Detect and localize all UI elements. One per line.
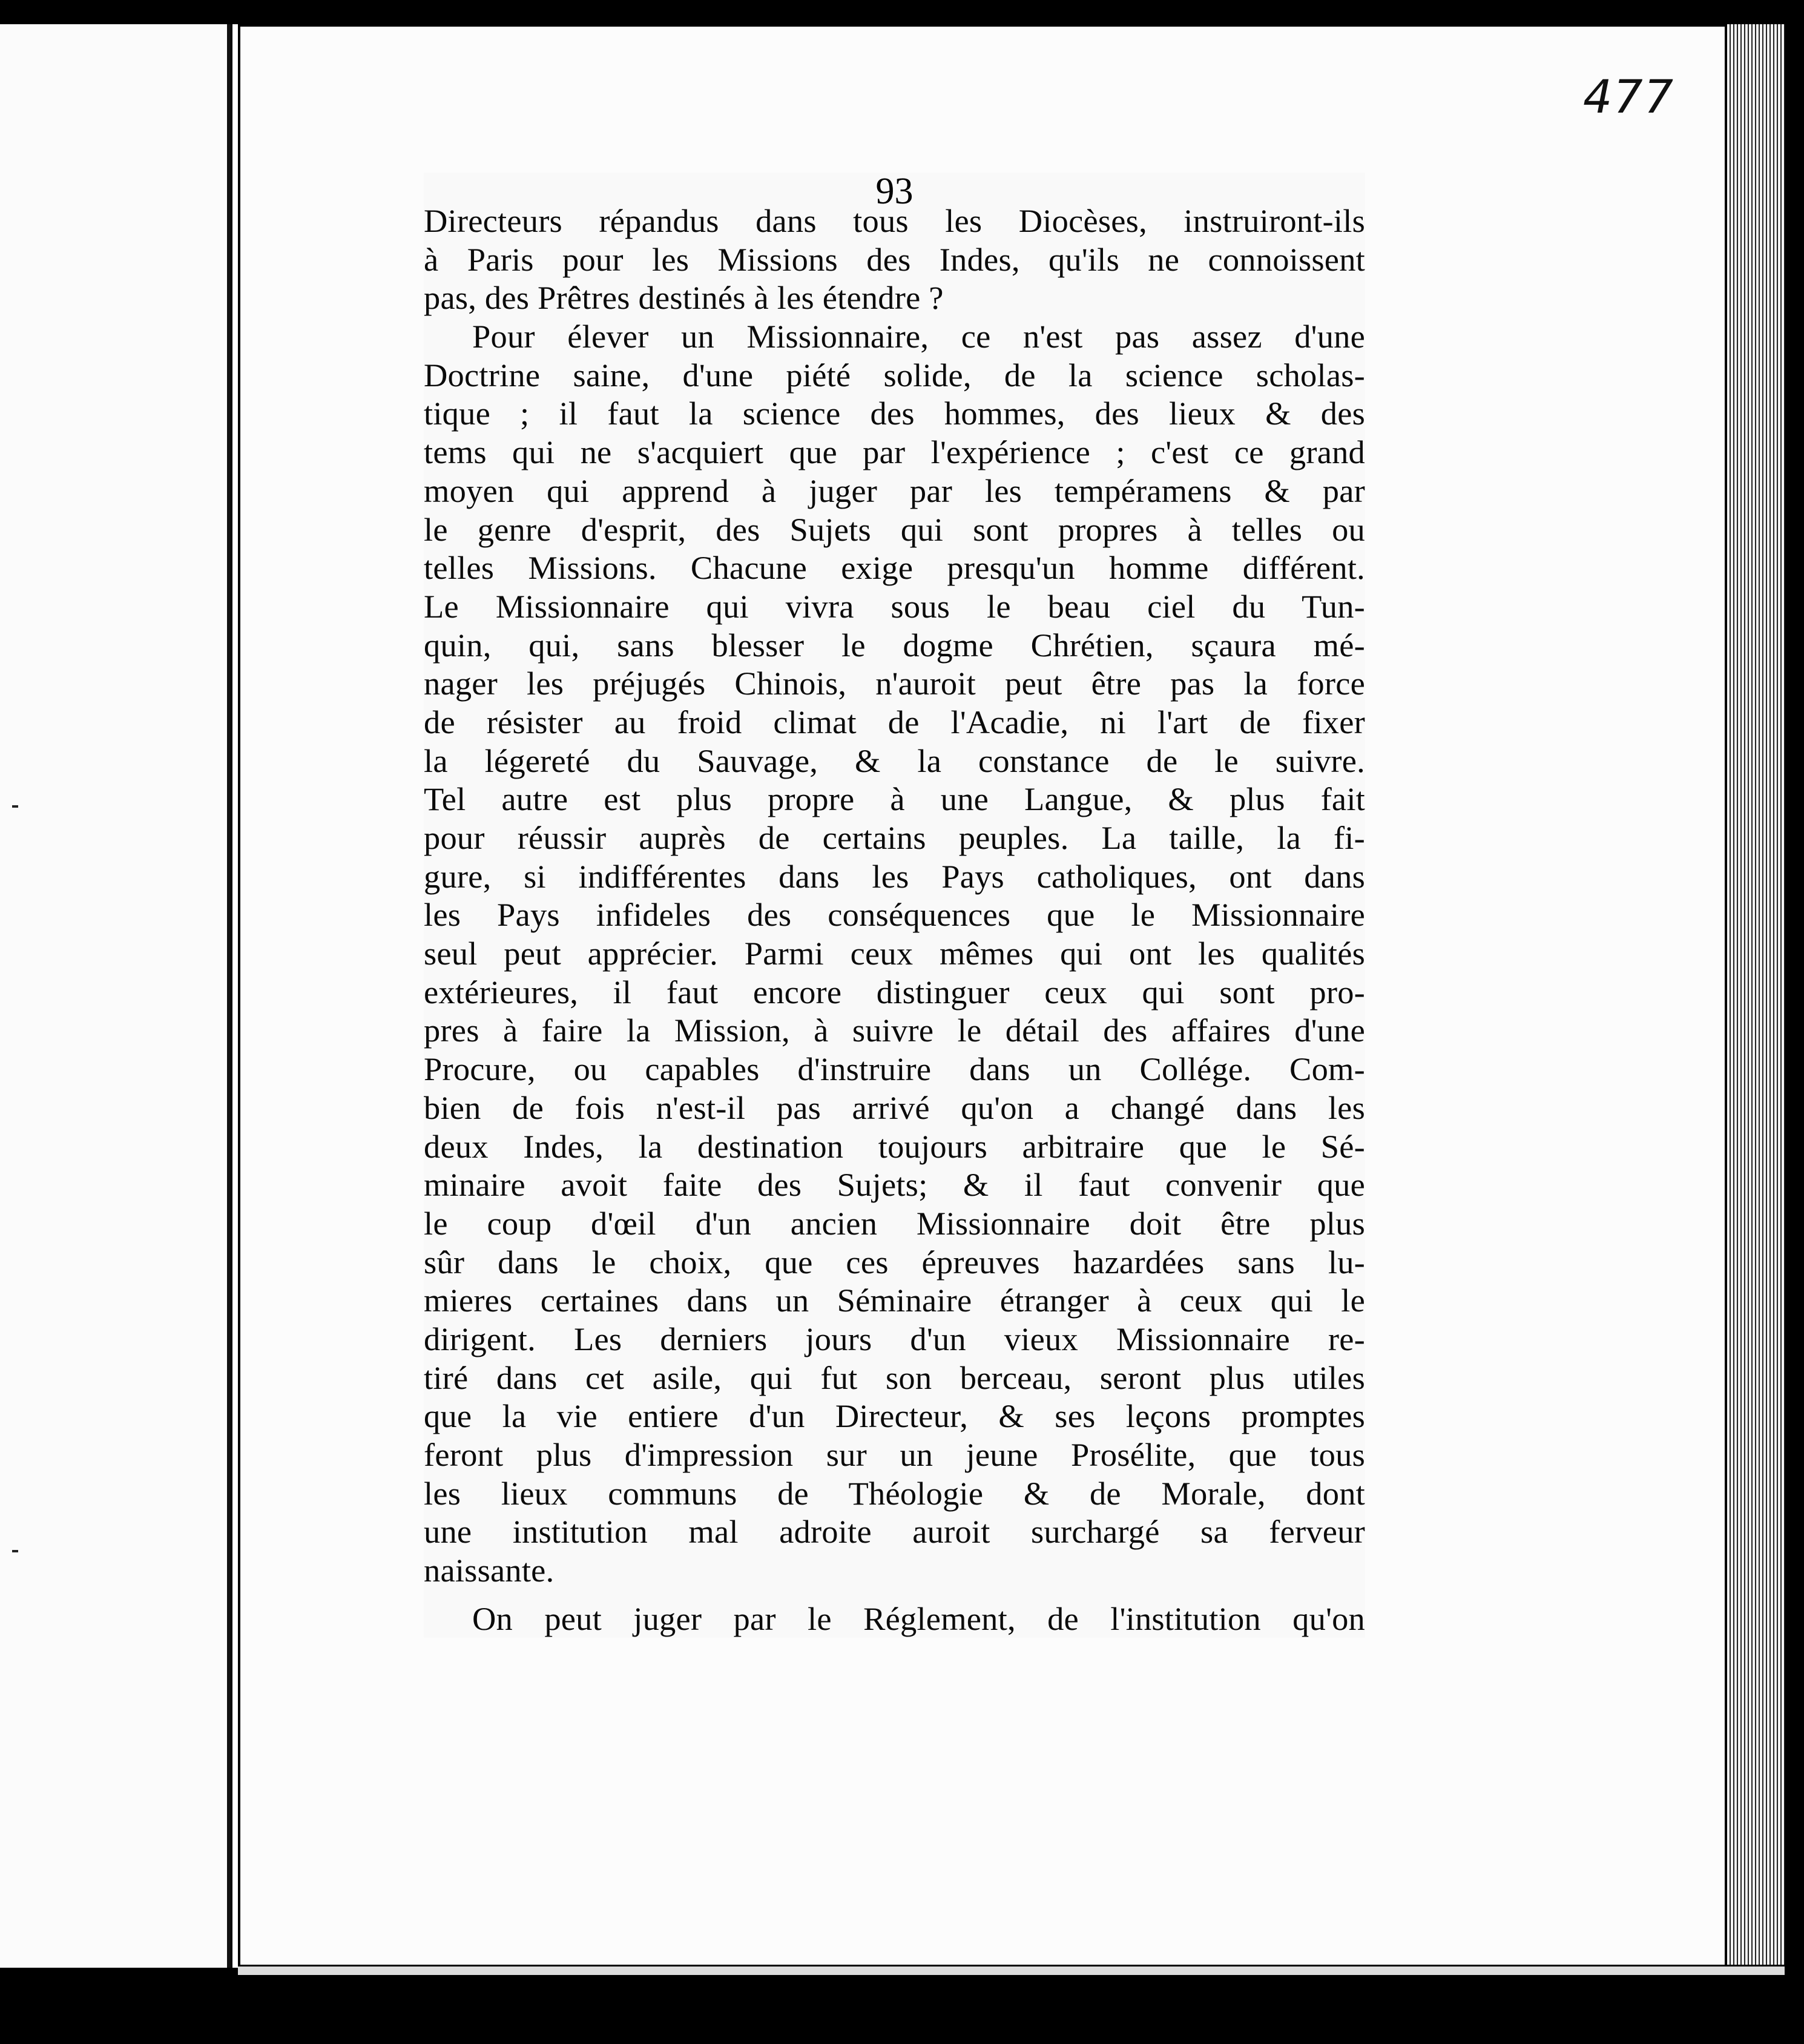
text-line: Tel autre est plus propre à une Langue, & plus fait <box>424 780 1365 818</box>
text-line: deux Indes, la destination toujours arbitraire que le Sé- <box>424 1127 1365 1165</box>
text-line: sûr dans le choix, que ces épreuves hazardées sans lu- <box>424 1243 1365 1281</box>
text-line: bien de fois n'est-il pas arrivé qu'on a changé dans les <box>424 1089 1365 1126</box>
handwritten-folio-number: 477 <box>1583 70 1675 124</box>
text-line: Directeurs répandus dans tous les Diocèses, instruiront-ils <box>424 202 1365 239</box>
paragraph-last-line: naissante. <box>424 1552 555 1589</box>
text-line: les Pays infideles des conséquences que le Missionnaire <box>424 896 1365 934</box>
text-line: minaire avoit faite des Sujets; & il faut convenir que <box>424 1166 1365 1204</box>
text-line: gure, si indifférentes dans les Pays catholiques, ont dans <box>424 857 1365 895</box>
text-line: de résister au froid climat de l'Acadie, ni l'art de fixer <box>424 703 1365 740</box>
text-line: dirigent. Les derniers jours d'un vieux Missionnaire re- <box>424 1320 1365 1357</box>
text-line: pas, des Prêtres destinés à les étendre ? <box>424 279 944 317</box>
page-edges <box>1727 24 1785 1968</box>
text-line: pres à faire la Mission, à suivre le détail des affaires d'une <box>424 1012 1365 1049</box>
text-line: nager les préjugés Chinois, n'auroit peut être pas la force <box>424 665 1365 702</box>
text-block <box>424 173 1365 1638</box>
left-page-mark <box>12 805 18 808</box>
text-line: seul peut apprécier. Parmi ceux mêmes qui ont les qualités <box>424 935 1365 972</box>
text-line: tems qui ne s'acquiert que par l'expérience ; c'est ce grand <box>424 434 1365 471</box>
left-page <box>0 24 231 1968</box>
text-line: tiré dans cet asile, qui fut son berceau, seront plus utiles <box>424 1359 1365 1396</box>
text-line: Doctrine saine, d'une piété solide, de la science scholas- <box>424 356 1365 394</box>
text-line: à Paris pour les Missions des Indes, qu'ils ne connoissent <box>424 240 1365 278</box>
text-line: moyen qui apprend à juger par les tempéramens & par <box>424 472 1365 509</box>
text-line: mieres certaines dans un Séminaire étranger à ceux qui le <box>424 1282 1365 1319</box>
text-line: le genre d'esprit, des Sujets qui sont propres à telles ou <box>424 510 1365 548</box>
text-line: extérieures, il faut encore distinguer ceux qui sont pro- <box>424 973 1365 1010</box>
paragraph-first-line: Pour élever un Missionnaire, ce n'est pas assez d'une <box>472 318 1365 355</box>
text-line: les lieux communs de Théologie & de Morale, dont <box>424 1474 1365 1512</box>
text-line: feront plus d'impression sur un jeune Prosélite, que tous <box>424 1436 1365 1473</box>
text-line: pour réussir auprès de certains peuples. La taille, la fi- <box>424 819 1365 856</box>
page-number: 93 <box>875 171 914 212</box>
left-page-mark <box>12 1550 18 1552</box>
text-line: Le Missionnaire qui vivra sous le beau ciel du Tun- <box>424 587 1365 625</box>
text-line: le coup d'œil d'un ancien Missionnaire doit être plus <box>424 1204 1365 1242</box>
page-bottom-edge <box>238 1965 1785 1975</box>
text-line: la légereté du Sauvage, & la constance de le suivre. <box>424 742 1365 779</box>
text-line: telles Missions. Chacune exige presqu'un homme différent. <box>424 549 1365 587</box>
text-line: une institution mal adroite auroit surchargé sa ferveur <box>424 1513 1365 1551</box>
text-line: quin, qui, sans blesser le dogme Chrétien, sçaura mé- <box>424 626 1365 664</box>
text-line: que la vie entiere d'un Directeur, & ses leçons promptes <box>424 1397 1365 1435</box>
text-line: Procure, ou capables d'instruire dans un Collége. Com- <box>424 1050 1365 1088</box>
paragraph-first-line: On peut juger par le Réglement, de l'institution qu'on <box>472 1600 1365 1637</box>
text-line: tique ; il faut la science des hommes, des lieux & des <box>424 395 1365 432</box>
